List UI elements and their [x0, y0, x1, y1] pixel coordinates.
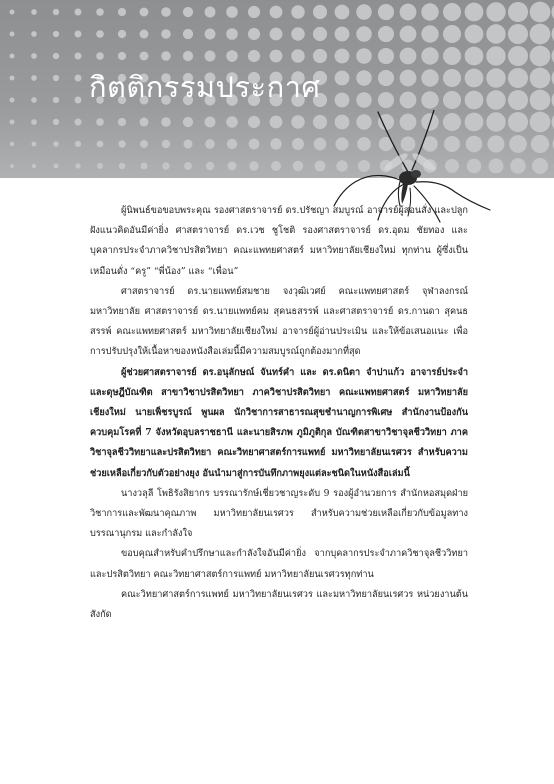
- banner-dot: [249, 161, 258, 170]
- banner-dot: [465, 47, 484, 66]
- banner-dot: [75, 31, 82, 38]
- banner-dot: [118, 30, 126, 38]
- banner-dot: [118, 118, 126, 126]
- banner-dot: [486, 68, 505, 87]
- banner-dot: [465, 69, 484, 88]
- banner-dot: [75, 119, 82, 126]
- banner-dot: [10, 142, 14, 146]
- banner-dot: [140, 140, 148, 148]
- banner-dot: [75, 97, 82, 104]
- banner-dot: [118, 52, 126, 60]
- banner-dot: [31, 31, 37, 37]
- banner-dot: [378, 48, 394, 64]
- banner-dot: [270, 6, 283, 19]
- banner-dot: [486, 46, 505, 65]
- banner-dot: [96, 8, 104, 16]
- banner-dot: [400, 92, 417, 109]
- banner-dot: [378, 4, 394, 20]
- banner-dot: [53, 141, 59, 147]
- banner-dot: [421, 91, 438, 108]
- banner-dot: [270, 28, 283, 41]
- banner-dot: [508, 46, 528, 66]
- banner-dot: [510, 158, 526, 174]
- banner-dot: [162, 140, 170, 148]
- banner-dot: [31, 9, 37, 15]
- banner-dot: [465, 3, 484, 22]
- banner-dot: [508, 2, 528, 22]
- banner-dot: [356, 4, 371, 19]
- banner-dot: [141, 163, 148, 170]
- banner-dot: [75, 141, 81, 147]
- acknowledgement-body: [90, 201, 468, 625]
- banner-dot: [226, 28, 238, 40]
- banner-dot: [75, 163, 80, 168]
- banner-dot: [31, 53, 37, 59]
- banner-dot: [248, 6, 260, 18]
- banner-dot: [530, 24, 551, 45]
- banner-dot: [205, 139, 215, 149]
- banner-dot: [421, 25, 438, 42]
- banner-dot: [486, 90, 505, 109]
- paragraph: ขอบคุณสำหรับคำปรึกษาและกำลังใจอันมีค่ายิ่ง จากบุคลากรประจำภาควิชาจุลชีววิทยาและปรสิตวิทยา คณะวิทยาศาสตร์การแพทย์ มหาวิทยาลัยนเรศวรทุกท่าน: [90, 548, 468, 580]
- banner-dot: [335, 5, 350, 20]
- banner-dot: [400, 26, 417, 43]
- banner-dot: [226, 116, 238, 128]
- banner-dot: [313, 27, 327, 41]
- banner-dot: [291, 49, 305, 63]
- banner-dot: [205, 51, 216, 62]
- paragraph: ผู้ช่วยศาสตราจารย์ ดร.อนุลักษณ์ จันทร์คำ และ ดร.ดนิตา จำปาแก้ว อาจารย์ประจำ และดุษฎีบัณฑิต สาขาวิชาปรสิตวิทยา ภาควิชาปรสิตวิทยา คณะแพทยศาสตร์ มหาวิทยาลัยเชียงใหม่ นายเพ็ชรบูรณ์ พูนผล นักวิชาการสาธารณสุขชำนาญการพิเศษ สำนักงานป้องกันควบคุมโรคที่ 7 จังหวัดอุบลราชธานี และนายสิรภพ ภูมิภูติกุล บัณฑิตสาขาวิชาจุลชีววิทยา ภาควิชาจุลชีววิทยาและปรสิตวิทยา คณะวิทยาศาสตร์การแพทย์ มหาวิทยาลัยนเรศวร สำหรับความช่วยเหลือเกี่ยวกับตัวอย่างยุง อันนำมาสู่การบันทึกภาพยุงแต่ละชนิดในหนังสือเล่มนี้: [90, 366, 468, 479]
- banner-dot: [32, 164, 36, 168]
- banner-dot: [53, 53, 59, 59]
- paragraph: ผู้นิพนธ์ขอขอบพระคุณ รองศาสตราจารย์ ดร.ปรัชญา สมบูรณ์ อาจารย์ผู้สอนสั่ง และปลูกฝังแนวคิดอันมีค่ายิ่ง ศาสตราจารย์ ดร.เวช ชูโชติ รองศาสตราจารย์ ดร.อุดม ชัยทอง และบุคลากรประจำภาควิชาปรสิตวิทยา คณะแพทยศาสตร์ มหาวิทยาลัยเชียงใหม่ ทุกท่าน ผู้ซึ่งเป็นเหมือนดั่ง “ครู” “พี่น้อง” และ “เพื่อน”: [90, 205, 468, 277]
- banner-dot: [270, 116, 283, 129]
- banner-dot: [161, 51, 171, 61]
- banner-dot: [292, 138, 304, 150]
- banner-dot: [531, 135, 549, 153]
- banner-dot: [486, 2, 505, 21]
- banner-dot: [206, 162, 214, 170]
- banner-dot: [291, 115, 305, 129]
- banner-dot: [400, 70, 417, 87]
- banner-dot: [248, 116, 260, 128]
- banner-dot: [53, 9, 59, 15]
- banner-dot: [205, 117, 216, 128]
- banner-dot: [335, 71, 350, 86]
- banner-dot: [31, 97, 37, 103]
- banner-dot: [140, 118, 149, 127]
- banner-dot: [271, 161, 281, 171]
- banner-dot: [10, 10, 15, 15]
- banner-dot: [530, 2, 551, 23]
- banner-dot: [140, 8, 149, 17]
- banner-dot: [10, 32, 15, 37]
- banner-dot: [97, 141, 104, 148]
- banner-dot: [53, 75, 59, 81]
- banner-dot: [161, 29, 171, 39]
- banner-dot: [486, 24, 505, 43]
- banner-dot: [314, 138, 327, 151]
- banner-dot: [227, 139, 237, 149]
- banner-dot: [118, 8, 126, 16]
- banner-dot: [53, 119, 59, 125]
- banner-dot: [270, 138, 281, 149]
- banner-dot: [140, 30, 149, 39]
- banner-dot: [443, 47, 461, 65]
- banner-dot: [118, 140, 125, 147]
- page-title: กิตติกรรมประกาศ: [89, 70, 321, 104]
- banner-dot: [183, 139, 192, 148]
- banner-dot: [53, 31, 59, 37]
- paragraph: ศาสตราจารย์ ดร.นายแพทย์สมชาย จงวุฒิเวศย์ คณะแพทยศาสตร์ จุฬาลงกรณ์มหาวิทยาลัย ศาสตราจารย์ ดร.นายแพทย์คม สุคนธสรรพ์ และศาสตราจารย์ ดร.กานดา สุคนธสรรพ์ คณะแพทยศาสตร์ มหาวิทยาลัยเชียงใหม่ อาจารย์ผู้อ่านประเมิน และให้ข้อเสนอแนะ เพื่อการปรับปรุงให้เนื้อหาของหนังสือเล่มนี้มีความสมบูรณ์ถูกต้องมากที่สุด: [90, 285, 468, 358]
- banner-dot: [183, 7, 193, 17]
- banner-dot: [532, 158, 548, 174]
- banner-dot: [162, 162, 169, 169]
- banner-dot: [31, 75, 37, 81]
- banner-dot: [313, 49, 327, 63]
- banner-dot: [10, 76, 15, 81]
- banner-dot: [291, 27, 305, 41]
- banner-dot: [465, 91, 484, 110]
- banner-dot: [248, 28, 260, 40]
- banner-dot: [443, 25, 461, 43]
- banner-dot: [119, 163, 125, 169]
- banner-dot: [10, 120, 15, 125]
- banner-dot: [183, 29, 193, 39]
- banner-dot: [443, 91, 461, 109]
- banner-dot: [508, 112, 528, 132]
- banner-dot: [183, 117, 193, 127]
- banner-dot: [248, 50, 260, 62]
- banner-dot: [335, 27, 350, 42]
- banner-dot: [226, 6, 238, 18]
- banner-dot: [228, 162, 237, 171]
- banner-dot: [400, 4, 417, 21]
- banner-dot: [97, 163, 103, 169]
- banner-dot: [270, 50, 283, 63]
- banner-dot: [509, 135, 527, 153]
- banner-dot: [226, 50, 238, 62]
- banner-dot: [356, 26, 371, 41]
- banner-dot: [291, 5, 305, 19]
- banner-dot: [315, 161, 326, 172]
- banner-dot: [96, 30, 104, 38]
- banner-dot: [161, 7, 171, 17]
- banner-dot: [465, 25, 484, 44]
- banner-dot: [508, 68, 528, 88]
- banner-dot: [378, 26, 394, 42]
- banner-dot: [530, 46, 551, 67]
- paragraph: นางวลุลี โพธิรังสิยากร บรรณารักษ์เชี่ยวชาญระดับ 9 รองผู้อำนวยการ สำนักหอสมุดฝ่ายวิชาการและพัฒนาคุณภาพ มหาวิทยาลัยนเรศวร สำหรับความช่วยเหลือเกี่ยวกับข้อมูลทางบรรณานุกรม และกำลังใจ: [90, 487, 468, 540]
- banner-dot: [421, 47, 438, 64]
- banner-dot: [96, 52, 104, 60]
- banner-dot: [421, 69, 438, 86]
- banner-dot: [313, 5, 327, 19]
- banner-dot: [53, 97, 59, 103]
- banner-dot: [205, 29, 216, 40]
- banner-dot: [205, 7, 216, 18]
- banner-dot: [54, 164, 59, 169]
- banner-dot: [335, 93, 350, 108]
- banner-dot: [140, 52, 149, 61]
- banner-dot: [356, 70, 371, 85]
- banner-dot: [96, 118, 104, 126]
- banner-dot: [530, 112, 551, 133]
- banner-dot: [443, 69, 461, 87]
- banner-dot: [356, 48, 371, 63]
- banner-dot: [10, 98, 15, 103]
- banner-dot: [161, 117, 171, 127]
- banner-dot: [31, 119, 37, 125]
- banner-dot: [508, 90, 528, 110]
- banner-dot: [184, 162, 192, 170]
- banner-dot: [421, 3, 438, 20]
- banner-dot: [335, 49, 350, 64]
- banner-dot: [10, 54, 15, 59]
- banner-dot: [530, 90, 551, 111]
- banner-dot: [530, 68, 551, 89]
- banner-dot: [75, 75, 82, 82]
- banner-dot: [443, 3, 461, 21]
- banner-dot: [75, 9, 82, 16]
- paragraph: คณะวิทยาศาสตร์การแพทย์ มหาวิทยาลัยนเรศวร และมหาวิทยาลัยนเรศวร หน่วยงานต้นสังกัด: [90, 588, 468, 621]
- banner-dot: [75, 53, 82, 60]
- banner-dot: [31, 141, 36, 146]
- banner-dot: [378, 92, 394, 108]
- banner-dot: [313, 115, 327, 129]
- banner-dot: [378, 70, 394, 86]
- banner-dot: [10, 164, 14, 168]
- banner-dot: [356, 92, 371, 107]
- banner-dot: [400, 48, 417, 65]
- banner-dot: [249, 139, 260, 150]
- banner-dot: [293, 161, 303, 171]
- banner-dot: [183, 51, 193, 61]
- banner-dot: [508, 24, 528, 44]
